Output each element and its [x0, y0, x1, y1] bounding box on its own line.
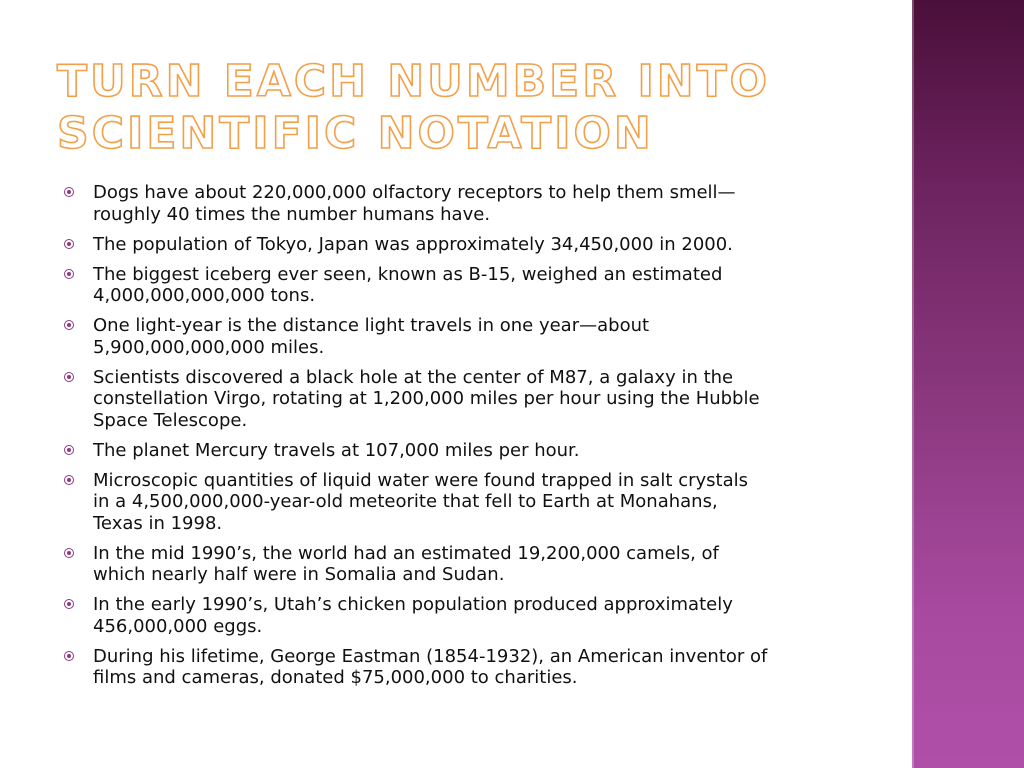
bullet-line: which nearly half were in Somalia and Sudan.	[93, 564, 505, 585]
list-item	[64, 315, 864, 358]
bullet-line: Microscopic quantities of liquid water were found trapped in salt crystals	[93, 469, 748, 491]
decorative-side-band	[912, 0, 1024, 768]
bullet-line: in a 4,500,000,000-year-old meteorite that fell to Earth at Monahans,	[93, 491, 718, 512]
circled-dot-bullet-icon	[64, 599, 74, 609]
list-item	[64, 440, 864, 462]
bullet-text	[93, 440, 864, 462]
bullet-line: 5,900,000,000,000 miles.	[93, 336, 325, 358]
bullet-line: The population of Tokyo, Japan was approximately 34,450,000 in 2000.	[93, 233, 733, 255]
list-item	[64, 543, 864, 586]
bullet-line: Texas in 1998.	[93, 512, 223, 534]
bullet-line: 4,000,000,000,000 tons.	[93, 285, 316, 306]
title-line-1: TURN EACH NUMBER INTO	[57, 56, 771, 107]
circled-dot-bullet-icon	[64, 475, 74, 485]
list-item	[64, 234, 864, 256]
bullet-line: constellation Virgo, rotating at 1,200,000 miles per hour using the Hubble	[93, 388, 760, 409]
circled-dot-bullet-icon	[64, 187, 74, 197]
bullet-line: Space Telescope.	[93, 409, 248, 431]
bullet-line: During his lifetime, George Eastman (1854-1932), an American inventor of	[93, 645, 768, 667]
bullet-line: Dogs have about 220,000,000 olfactory receptors to help them smell—	[93, 182, 736, 203]
bullet-list	[64, 182, 864, 697]
bullet-text	[93, 543, 864, 586]
side-band-edge	[912, 0, 914, 768]
bullet-line: roughly 40 times the number humans have.	[93, 203, 491, 225]
circled-dot-bullet-icon	[64, 651, 74, 661]
bullet-line: The planet Mercury travels at 107,000 miles per hour.	[93, 439, 580, 461]
circled-dot-bullet-icon	[64, 269, 74, 279]
bullet-line: 456,000,000 eggs.	[93, 615, 263, 637]
list-item	[64, 367, 864, 432]
bullet-line: The biggest iceberg ever seen, known as B-15, weighed an estimated	[93, 263, 723, 285]
bullet-line: In the early 1990’s, Utah’s chicken population produced approximately	[93, 594, 733, 615]
circled-dot-bullet-icon	[64, 445, 74, 455]
bullet-line: One light-year is the distance light travels in one year—about	[93, 315, 650, 336]
list-item	[64, 470, 864, 535]
bullet-line: Scientists discovered a black hole at the center of M87, a galaxy in the	[93, 366, 734, 388]
bullet-line: films and cameras, donated $75,000,000 to charities.	[93, 667, 578, 688]
bullet-text	[93, 594, 864, 637]
bullet-text	[93, 470, 864, 535]
circled-dot-bullet-icon	[64, 548, 74, 558]
title-line-2: SCIENTIFIC NOTATION	[57, 108, 654, 159]
list-item	[64, 182, 864, 225]
bullet-text	[93, 315, 864, 358]
list-item	[64, 264, 864, 307]
bullet-text	[93, 182, 864, 225]
list-item	[64, 594, 864, 637]
list-item	[64, 646, 864, 689]
circled-dot-bullet-icon	[64, 239, 74, 249]
bullet-text	[93, 646, 864, 689]
bullet-text	[93, 234, 864, 256]
bullet-text	[93, 367, 864, 432]
bullet-line: In the mid 1990’s, the world had an estimated 19,200,000 camels, of	[93, 542, 719, 564]
circled-dot-bullet-icon	[64, 372, 74, 382]
circled-dot-bullet-icon	[64, 320, 74, 330]
slide-title	[57, 56, 877, 160]
bullet-text	[93, 264, 864, 307]
